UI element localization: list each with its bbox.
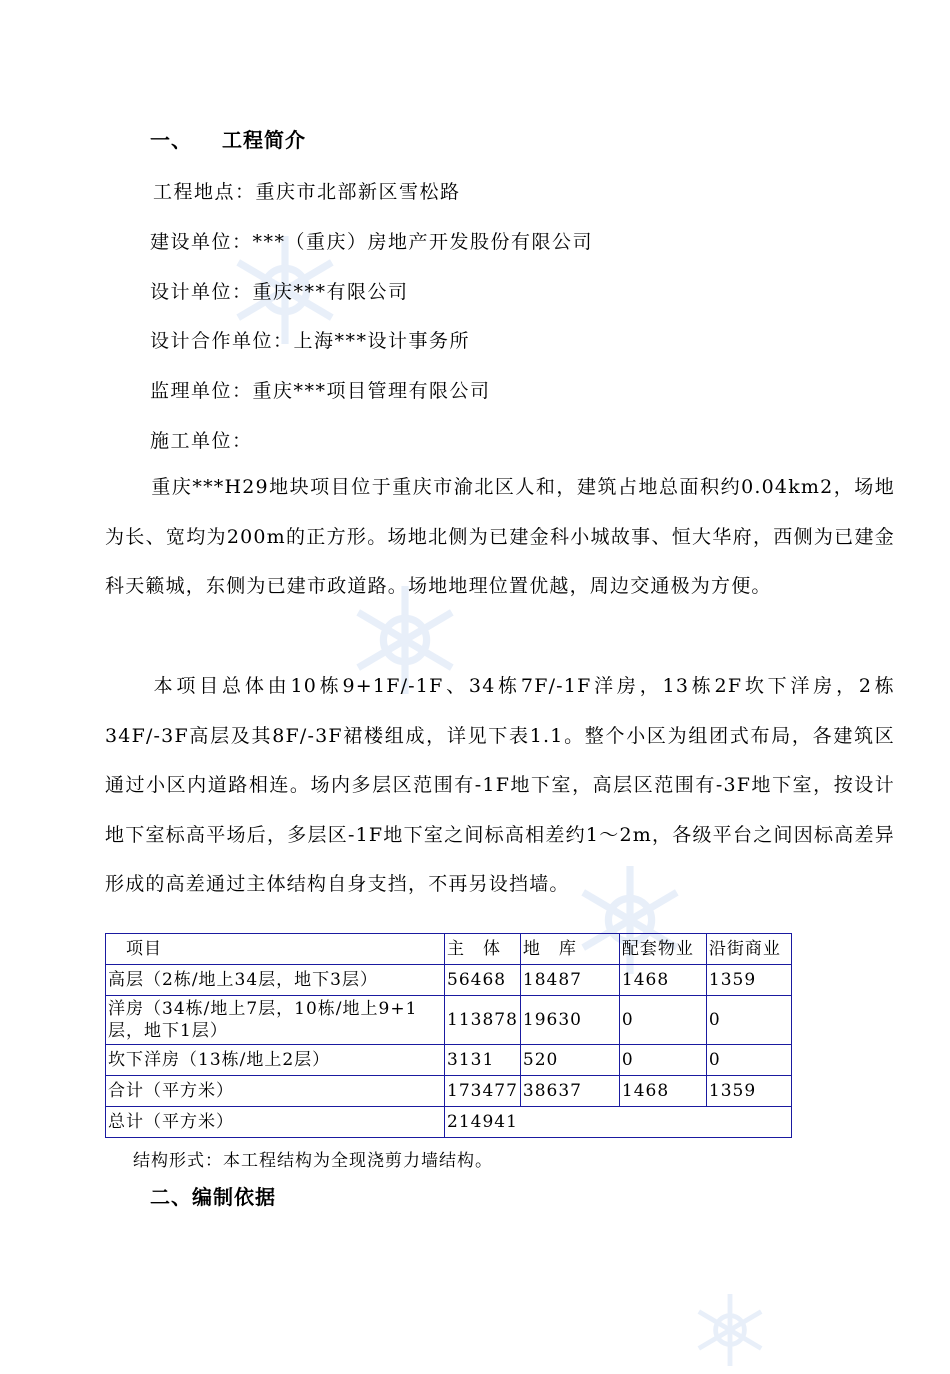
table-row — [106, 1045, 792, 1076]
table-cell: 0 — [706, 996, 791, 1045]
table-cell: 18487 — [520, 965, 619, 996]
info-developer: 建设单位：***（重庆）房地产开发股份有限公司 — [150, 231, 594, 253]
table-cell: 高层（2栋/地上34层，地下3层） — [106, 965, 445, 996]
table-cell: 0 — [619, 996, 706, 1045]
table-cell: 113878 — [445, 996, 521, 1045]
table-cell: 214941 — [445, 1107, 792, 1138]
section-title-text: 工程简介 — [222, 128, 306, 152]
table-cell: 1468 — [619, 1076, 706, 1107]
section-number: 一、 — [150, 128, 192, 152]
table-cell: 19630 — [520, 996, 619, 1045]
paragraph-site: 重庆***H29地块项目位于重庆市渝北区人和，建筑占地总面积约0.04km2，场地为长、宽均为200m的正方形。场地北侧为已建金科小城故事、恒大华府，西侧为已建金科天籁城，东侧为已建市政道路。场地地理位置优越，周边交通极为方便。 — [105, 476, 895, 598]
section-title-project-overview — [150, 124, 306, 153]
table-cell: 总计（平方米） — [106, 1107, 445, 1138]
table-header-cell: 项目 — [106, 934, 445, 965]
table-cell: 洋房（34栋/地上7层，10栋/地上9+1层，地下1层） — [106, 996, 445, 1045]
table-header-cell: 主 体 — [445, 934, 521, 965]
table-cell: 1468 — [619, 965, 706, 996]
table-row — [106, 996, 792, 1045]
table-cell: 0 — [706, 1045, 791, 1076]
table-total-row — [106, 1107, 792, 1138]
table-cell: 38637 — [520, 1076, 619, 1107]
table-cell: 56468 — [445, 965, 521, 996]
table-row — [106, 965, 792, 996]
table-cell: 520 — [520, 1045, 619, 1076]
project-area-table — [105, 933, 792, 1138]
table-cell: 3131 — [445, 1045, 521, 1076]
table-header-cell: 沿街商业 — [706, 934, 791, 965]
table-cell: 坎下洋房（13栋/地上2层） — [106, 1045, 445, 1076]
structure-note: 结构形式：本工程结构为全现浇剪力墙结构。 — [133, 1151, 493, 1171]
info-contractor: 施工单位： — [150, 430, 253, 452]
table-header-row — [106, 934, 792, 965]
table-cell: 0 — [619, 1045, 706, 1076]
table-cell: 合计（平方米） — [106, 1076, 445, 1107]
watermark-snowflake-icon — [690, 1290, 770, 1370]
table-row — [106, 1076, 792, 1107]
info-location: 工程地点：重庆市北部新区雪松路 — [153, 181, 461, 203]
info-designer: 设计单位：重庆***有限公司 — [150, 281, 409, 303]
table-header-cell: 配套物业 — [619, 934, 706, 965]
table-header-cell: 地 库 — [520, 934, 619, 965]
section-title-basis: 二、编制依据 — [150, 1185, 276, 1209]
table-cell: 173477 — [445, 1076, 521, 1107]
info-design-partner: 设计合作单位：上海***设计事务所 — [150, 330, 471, 352]
table-cell: 1359 — [706, 965, 791, 996]
info-supervisor: 监理单位：重庆***项目管理有限公司 — [150, 380, 491, 402]
table-cell: 1359 — [706, 1076, 791, 1107]
paragraph-composition: 本项目总体由10栋9+1F/-1F、34栋7F/-1F洋房，13栋2F坎下洋房，2栋34F/-3F高层及其8F/-3F裙楼组成，详见下表1.1。整个小区为组团式布局，各建筑区通过小区内道路相连。场内多层区范围有-1F地下室，高层区范围有-3F地下室，按设计地下室标高平场后，多层区-1F地下室之间标高相差约1～2m，各级平台之间因标高差异形成的高差通过主体结构自身支挡，不再另设挡墙。 — [105, 675, 895, 896]
